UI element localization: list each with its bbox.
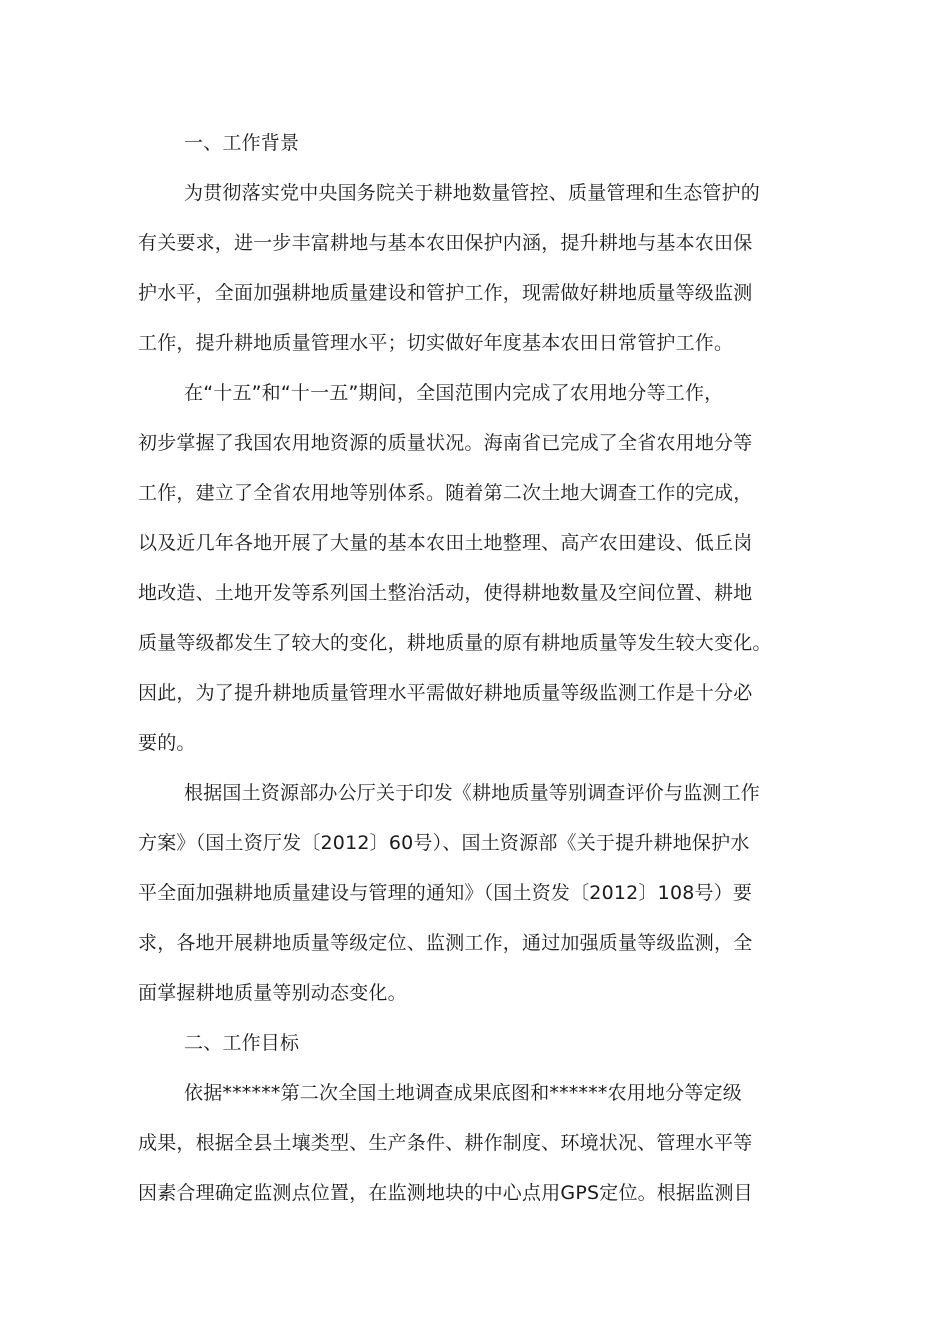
text-line: 为贯彻落实党中央国务院关于耕地数量管控、质量管理和生态管护的: [184, 182, 761, 204]
section-heading: 二、工作目标: [184, 1032, 300, 1054]
paragraph: [138, 768, 810, 1018]
text-line: 依据******第二次全国土地调查成果底图和******农用地分等定级: [184, 1082, 743, 1104]
text-line: 地改造、土地开发等系列国土整治活动，使得耕地数量及空间位置、耕地: [138, 582, 753, 604]
text-line: 以及近几年各地开展了大量的基本农田土地整理、高产农田建设、低丘岗: [138, 532, 753, 554]
text-line: 面掌握耕地质量等别动态变化。: [138, 982, 407, 1004]
text-line: 有关要求，进一步丰富耕地与基本农田保护内涵，提升耕地与基本农田保: [138, 232, 753, 254]
section-heading: 一、工作背景: [184, 132, 300, 154]
text-line: 工作，提升耕地质量管理水平；切实做好年度基本农田日常管护工作。: [138, 332, 734, 354]
paragraph: [138, 1068, 810, 1218]
text-line: 因此，为了提升耕地质量管理水平需做好耕地质量等级监测工作是十分必: [138, 682, 753, 704]
text-line: 方案》（国土资厅发〔2012〕60号）、国土资源部《关于提升耕地保护水: [138, 832, 750, 854]
paragraph: [138, 368, 810, 768]
paragraph: [138, 168, 810, 368]
document-body: [138, 118, 810, 1218]
text-line: 初步掌握了我国农用地资源的质量状况。海南省已完成了全省农用地分等: [138, 432, 753, 454]
text-line: 求，各地开展耕地质量等级定位、监测工作，通过加强质量等级监测，全: [138, 932, 753, 954]
text-line: 根据国土资源部办公厅关于印发《耕地质量等别调查评价与监测工作: [184, 782, 761, 804]
text-line: 成果，根据全县土壤类型、生产条件、耕作制度、环境状况、管理水平等: [138, 1132, 753, 1154]
text-line: 工作，建立了全省农用地等别体系。随着第二次土地大调查工作的完成，: [138, 482, 753, 504]
text-line: 质量等级都发生了较大的变化，耕地质量的原有耕地质量等发生较大变化。: [138, 632, 772, 654]
text-line: 要的。: [138, 732, 196, 754]
text-line: 因素合理确定监测点位置，在监测地块的中心点用GPS定位。根据监测目: [138, 1182, 753, 1204]
text-line: 平全面加强耕地质量建设与管理的通知》（国土资发〔2012〕108号）要: [138, 882, 753, 904]
text-line: 在“十五”和“十一五”期间，全国范围内完成了农用地分等工作，: [184, 382, 724, 404]
text-line: 护水平，全面加强耕地质量建设和管护工作，现需做好耕地质量等级监测: [138, 282, 753, 304]
